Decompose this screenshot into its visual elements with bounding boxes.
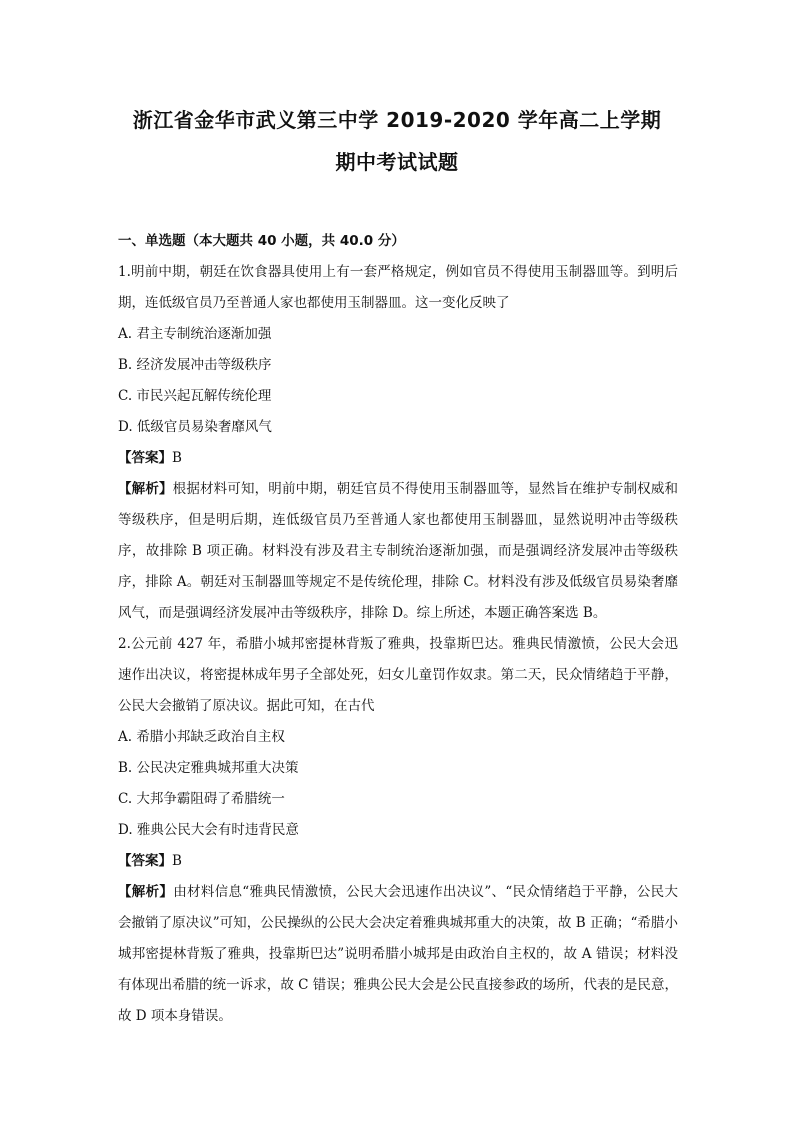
question-2-answer: [118, 846, 678, 877]
answer-value: B: [172, 450, 182, 466]
answer-label: 【答案】: [118, 450, 172, 466]
question-1-option-b: B. 经济发展冲击等级秩序: [118, 357, 272, 373]
question-1-answer: [118, 443, 678, 474]
question-2-option-b: B. 公民决定雅典城邦重大决策: [118, 760, 299, 776]
analysis-text: 由材料信息“雅典民情激愤，公民大会迅速作出决议”、“民众情绪趋于平静，公民大会撤销了原决议”可知，公民操纵的公民大会决定着雅典城邦重大的决策，故 B 正确；“希腊小城邦密提林背叛了雅典，投靠斯巴达”说明希腊小城邦是由政治自主权的，故 A 错误；材料没有体现出希腊的统一诉求，故 C 错误；雅典公民大会是公民直接参政的场所，代表的是民意，故 D 项本身错误。: [118, 884, 678, 1024]
question-1-analysis: [118, 474, 678, 629]
section-heading: 一、单选题（本大题共 40 小题，共 40.0 分）: [118, 233, 405, 249]
analysis-text: 根据材料可知，明前中期，朝廷官员不得使用玉制器皿等，显然旨在维护专制权威和等级秩序，但是明后期，连低级官员乃至普通人家也都使用玉制器皿，显然说明冲击等级秩序，故排除 B 项正确。材料没有涉及君主专制统治逐渐加强，而是强调经济发展冲击等级秩序，排除 A。朝廷对玉制器皿等规定不是传统伦理，排除 C。材料没有涉及低级官员易染奢靡风气，而是强调经济发展冲击等级秩序，排除 D。综上所述，本题正确答案选 B。: [118, 481, 679, 621]
document-title-line-1: 浙江省金华市武义第三中学 2019-2020 学年高二上学期: [132, 108, 662, 132]
question-2-option-c: C. 大邦争霸阻碍了希腊统一: [118, 791, 285, 807]
question-1-option-d: D. 低级官员易染奢靡风气: [118, 419, 272, 435]
question-2-stem: 2.公元前 427 年，希腊小城邦密提林背叛了雅典，投靠斯巴达。雅典民情激愤，公民大会迅速作出决议，将密提林成年男子全部处死，妇女儿童罚作奴隶。第二天，民众情绪趋于平静，公民大会撤销了原决议。据此可知，在古代: [118, 636, 678, 714]
answer-label: 【答案】: [118, 853, 172, 869]
question-1-option-a: A. 君主专制统治逐渐加强: [118, 326, 272, 342]
analysis-label: 【解析】: [118, 884, 174, 900]
question-2-analysis: [118, 877, 678, 1032]
document-title-line-2: 期中考试试题: [335, 150, 459, 174]
document-body: [118, 226, 678, 1032]
question-1-stem: 1.明前中期，朝廷在饮食器具使用上有一套严格规定，例如官员不得使用玉制器皿等。到明后期，连低级官员乃至普通人家也都使用玉制器皿。这一变化反映了: [118, 264, 678, 311]
question-1-option-c: C. 市民兴起瓦解传统伦理: [118, 388, 272, 404]
question-2-option-d: D. 雅典公民大会有时违背民意: [118, 822, 299, 838]
analysis-label: 【解析】: [118, 481, 173, 497]
answer-value: B: [172, 853, 182, 869]
question-2-option-a: A. 希腊小邦缺乏政治自主权: [118, 729, 285, 745]
